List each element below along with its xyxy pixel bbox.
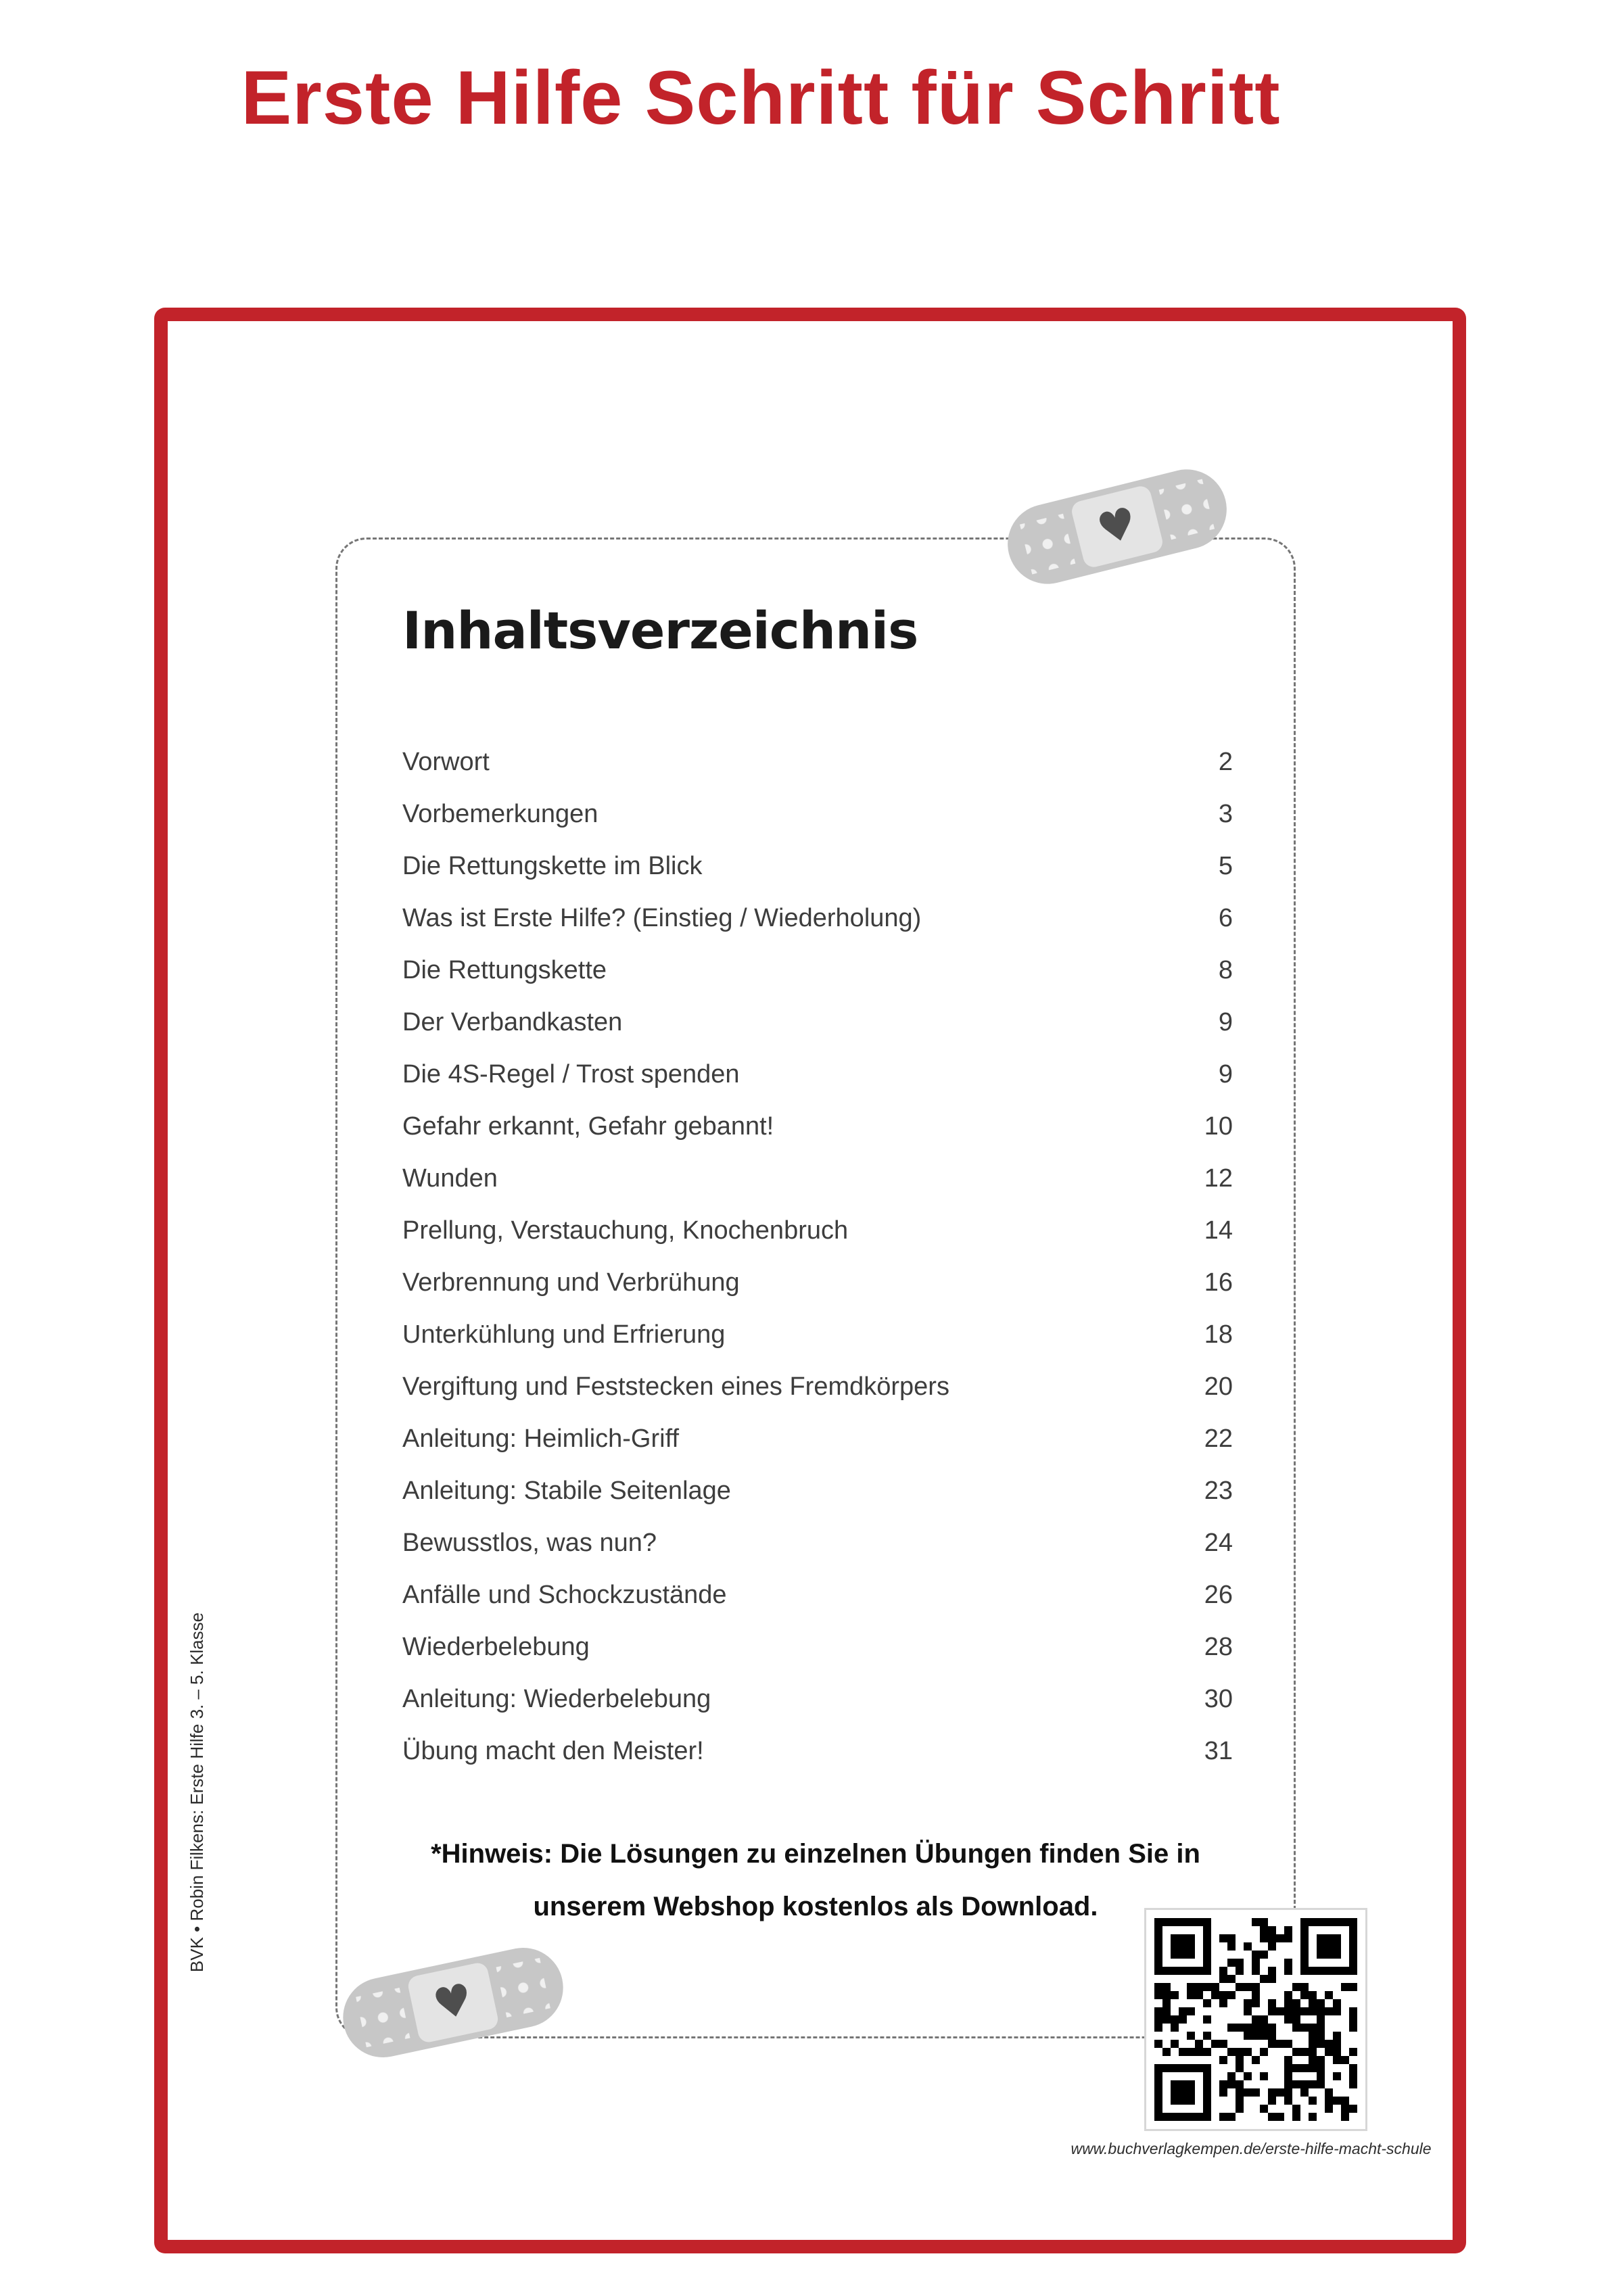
toc-row [402,1216,1233,1268]
toc-entry-page: 28 [1204,1633,1233,1661]
toc-row [402,1164,1233,1216]
toc-row [402,852,1233,904]
toc-entry-page: 30 [1204,1685,1233,1713]
bandaid-pad [1070,484,1165,569]
toc-entry-label: Wiederbelebung [402,1633,590,1661]
toc-entry-label: Die Rettungskette [402,956,607,984]
toc-list [402,748,1233,1789]
toc-row [402,1685,1233,1737]
toc-entry-label: Die 4S-Regel / Trost spenden [402,1060,740,1089]
toc-entry-label: Gefahr erkannt, Gefahr gebannt! [402,1112,774,1141]
toc-entry-page: 6 [1218,904,1233,932]
toc-entry-label: Bewusstlos, was nun? [402,1529,657,1557]
toc-entry-page: 31 [1204,1737,1233,1765]
toc-entry-label: Was ist Erste Hilfe? (Einstieg / Wiederholung) [402,904,922,932]
toc-entry-page: 12 [1204,1164,1233,1193]
toc-row [402,1268,1233,1320]
toc-entry-label: Die Rettungskette im Blick [402,852,703,880]
heart-icon: ♥ [1092,498,1142,556]
bandaid-pad [406,1961,500,2044]
toc-row [402,1112,1233,1164]
toc-note-line1: *Hinweis: Die Lösungen zu einzelnen Übungen finden Sie in [431,1839,1200,1869]
toc-note-line2: unserem Webshop kostenlos als Download. [533,1892,1098,1921]
toc-row [402,748,1233,800]
toc-entry-page: 20 [1204,1372,1233,1401]
toc-entry-page: 5 [1218,852,1233,880]
toc-entry-page: 9 [1218,1060,1233,1089]
toc-row [402,800,1233,852]
toc-row [402,1581,1233,1633]
toc-panel [335,537,1296,2038]
toc-entry-label: Vergiftung und Feststecken eines Fremdkörpers [402,1372,949,1401]
toc-entry-label: Anleitung: Wiederbelebung [402,1685,711,1713]
toc-entry-page: 9 [1218,1008,1233,1036]
toc-entry-label: Verbrennung und Verbrühung [402,1268,740,1297]
toc-row [402,956,1233,1008]
toc-entry-label: Vorwort [402,748,490,776]
toc-entry-label: Anleitung: Stabile Seitenlage [402,1477,731,1505]
toc-entry-page: 26 [1204,1581,1233,1609]
bandaid-dots-left [1020,514,1075,575]
toc-entry-label: Übung macht den Meister! [402,1737,704,1765]
page-title: Erste Hilfe Schritt für Schritt [241,55,1281,140]
toc-entry-page: 16 [1204,1268,1233,1297]
toc-entry-label: Anfälle und Schockzustände [402,1581,727,1609]
toc-entry-page: 18 [1204,1320,1233,1349]
qr-code [1144,1908,1367,2131]
toc-entry-label: Unterkühlung und Erfrierung [402,1320,726,1349]
toc-row [402,904,1233,956]
sidebar-credit: BVK • Robin Filkens: Erste Hilfe 3. – 5. Klasse [187,1612,207,1973]
toc-entry-page: 22 [1204,1425,1233,1453]
toc-row [402,1737,1233,1789]
toc-entry-label: Wunden [402,1164,498,1193]
toc-entry-page: 3 [1218,800,1233,828]
toc-row [402,1372,1233,1425]
toc-row [402,1477,1233,1529]
bandaid-dots-right [496,1958,550,2017]
toc-heading: Inhaltsverzeichnis [402,600,918,661]
bandaid-dots-left [356,1988,410,2047]
toc-entry-page: 8 [1218,956,1233,984]
qr-caption: www.buchverlagkempen.de/erste-hilfe-macht-schule [1071,2140,1432,2157]
toc-row [402,1320,1233,1372]
toc-entry-label: Der Verbandkasten [402,1008,623,1036]
toc-row [402,1633,1233,1685]
toc-entry-page: 23 [1204,1477,1233,1505]
toc-entry-label: Vorbemerkungen [402,800,598,828]
toc-row [402,1060,1233,1112]
toc-entry-page: 10 [1204,1112,1233,1141]
bandaid-dots-right [1159,479,1215,540]
toc-entry-label: Anleitung: Heimlich-Griff [402,1425,680,1453]
toc-row [402,1529,1233,1581]
toc-entry-page: 24 [1204,1529,1233,1557]
toc-entry-page: 14 [1204,1216,1233,1245]
toc-row [402,1008,1233,1060]
toc-entry-label: Prellung, Verstauchung, Knochenbruch [402,1216,849,1245]
heart-icon: ♥ [429,1974,477,2032]
toc-row [402,1425,1233,1477]
toc-entry-page: 2 [1218,748,1233,776]
